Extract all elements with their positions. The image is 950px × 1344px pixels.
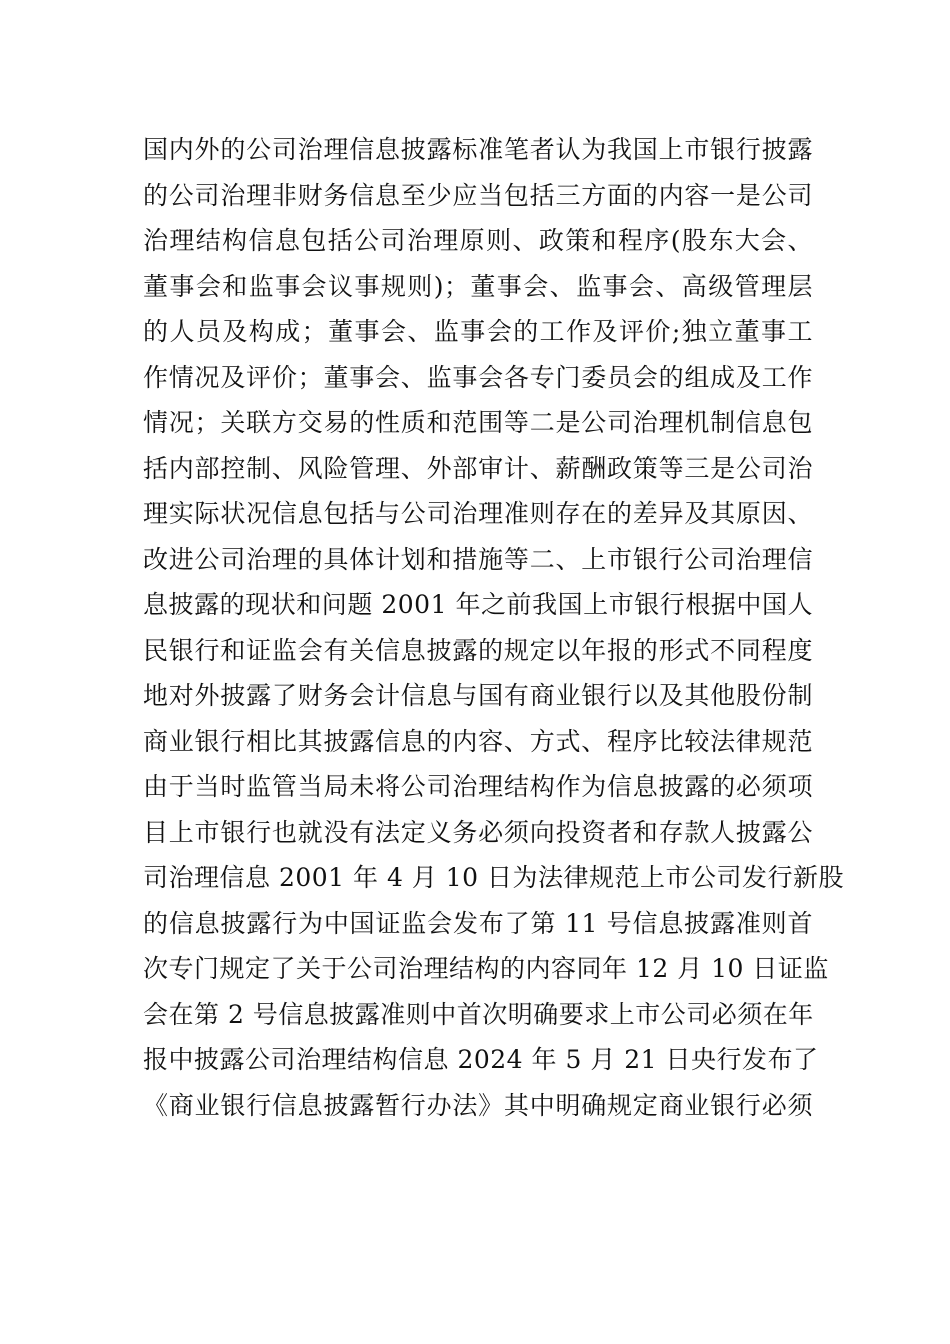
- text-line: 的公司治理非财务信息至少应当包括三方面的内容一是公司: [143, 180, 813, 210]
- text-line: 由于当时监管当局未将公司治理结构作为信息披露的必须项: [143, 772, 813, 801]
- text-line: 作情况及评价；董事会、监事会各专门委员会的组成及工作: [143, 362, 813, 392]
- text-line: 治理结构信息包括公司治理原则、政策和程序(股东大会、: [143, 226, 813, 255]
- text-line: 商业银行相比其披露信息的内容、方式、程序比较法律规范: [143, 726, 813, 756]
- text-line: 《商业银行信息披露暂行办法》其中明确规定商业银行必须: [143, 1090, 813, 1120]
- text-line: 改进公司治理的具体计划和措施等二、上市银行公司治理信: [143, 544, 813, 574]
- text-line: 括内部控制、风险管理、外部审计、薪酬政策等三是公司治: [143, 453, 813, 483]
- text-line: 民银行和证监会有关信息披露的规定以年报的形式不同程度: [143, 635, 813, 665]
- body-paragraph: [143, 127, 845, 1128]
- text-line: 的人员及构成；董事会、监事会的工作及评价;独立董事工: [143, 317, 813, 346]
- text-line: 司治理信息 2001 年 4 月 10 日为法律规范上市公司发行新股: [143, 863, 845, 892]
- text-line: 董事会和监事会议事规则)；董事会、监事会、高级管理层: [143, 271, 813, 301]
- text-line: 目上市银行也就没有法定义务必须向投资者和存款人披露公: [143, 817, 813, 847]
- text-line: 国内外的公司治理信息披露标准笔者认为我国上市银行披露: [143, 135, 813, 164]
- text-line: 息披露的现状和问题 2001 年之前我国上市银行根据中国人: [143, 590, 813, 619]
- text-line: 地对外披露了财务会计信息与国有商业银行以及其他股份制: [143, 681, 813, 710]
- text-line: 的信息披露行为中国证监会发布了第 11 号信息披露准则首: [143, 908, 813, 938]
- text-line: 会在第 2 号信息披露准则中首次明确要求上市公司必须在年: [143, 999, 814, 1029]
- text-line: 次专门规定了关于公司治理结构的内容同年 12 月 10 日证监: [143, 954, 829, 983]
- text-line: 报中披露公司治理结构信息 2024 年 5 月 21 日央行发布了: [143, 1045, 819, 1074]
- text-line: 情况；关联方交易的性质和范围等二是公司治理机制信息包: [143, 408, 813, 437]
- text-line: 理实际状况信息包括与公司治理准则存在的差异及其原因、: [143, 499, 813, 528]
